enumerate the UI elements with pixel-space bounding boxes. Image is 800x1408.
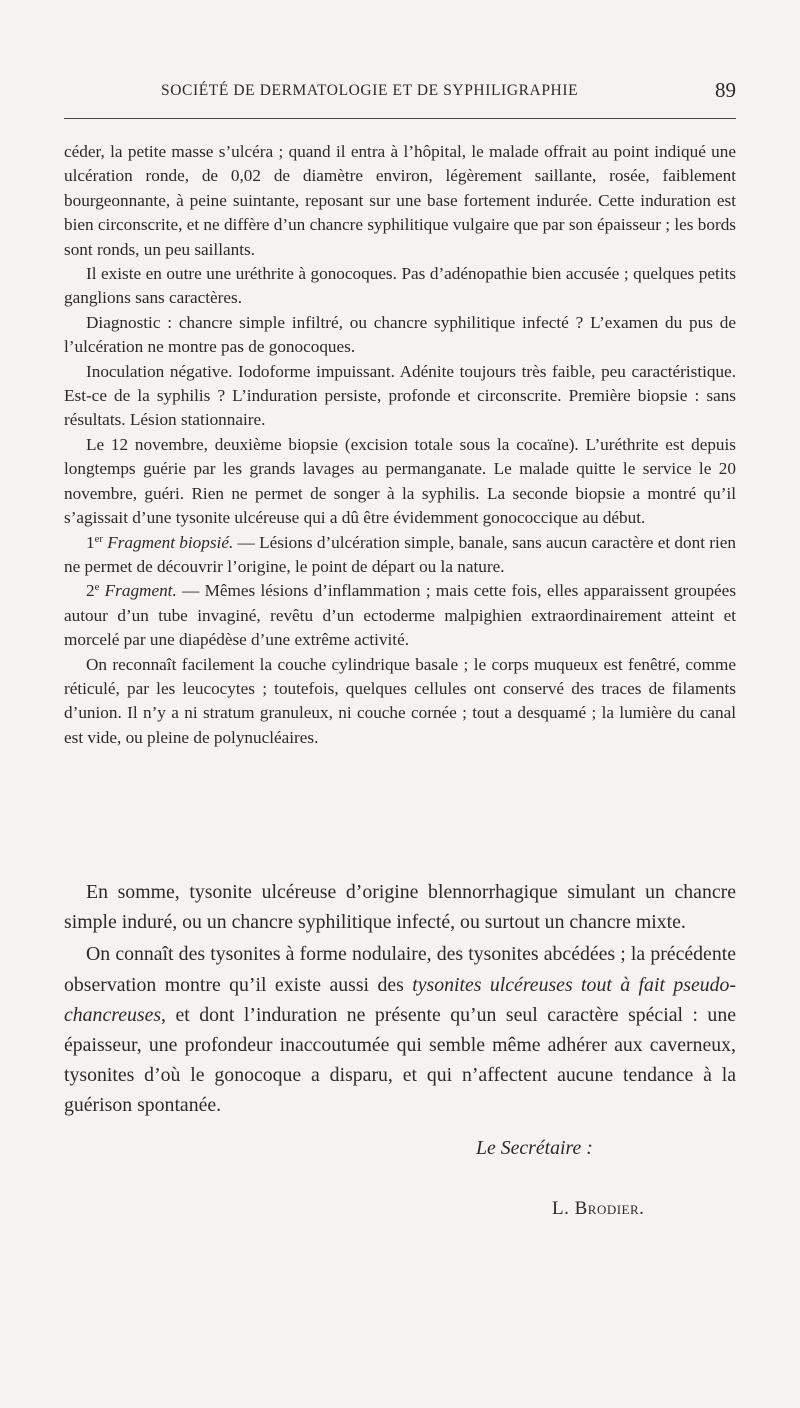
paragraph: Le 12 novembre, deuxième biopsie (excision totale sous la cocaïne). L’uréthrite est depuis longtemps guérie par les grands lavages au permanganate. Le malade quitte le service le 20 novembre, guéri. Rien ne permet de songer à la syphilis. La seconde biopsie a montré qu’il s’agissait d’une tysonite ulcéreuse qui a dû être évidemment gonococcique au début. — [64, 434, 736, 528]
fragment-heading: Fragment biopsié. — [107, 532, 234, 552]
page-header — [64, 78, 736, 106]
running-title: SOCIÉTÉ DE DERMATOLOGIE ET DE SYPHILIGRAPHIE — [161, 82, 579, 99]
paragraph: On reconnaît facilement la couche cylindrique basale ; le corps muqueux est fenêtré, comme réticulé, par les leucocytes ; toutefois, quelques cellules ont conservé des traces de filaments d’union. Il n’y a ni stratum granuleux, ni couche cornée ; tout a desquamé ; la lumière du canal est vide, ou pleine de polynucléaires. — [64, 654, 736, 747]
paragraph: En somme, tysonite ulcéreuse d’origine blennorrhagique simulant un chancre simple induré, ou un chancre syphilitique infecté, ou surtout un chancre mixte. — [64, 881, 736, 934]
signature-title: Le Secrétaire : — [476, 1137, 593, 1159]
page-number: 89 — [715, 78, 736, 102]
paragraph-text: On connaît des tysonites à forme nodulaire, des tysonites abcédées ; la précédente observation montre qu’il existe aussi des — [64, 943, 736, 996]
paragraph-second-fragment — [64, 579, 736, 652]
header-rule — [64, 118, 736, 119]
emphasis-text: tysonites ulcéreuses tout à fait pseudo-chancreuses — [64, 973, 736, 1026]
paragraph — [64, 939, 736, 1120]
ordinal-number: 1 — [86, 532, 95, 552]
paragraph-text: — Lésions d’ulcération simple, banale, sans aucun caractère et dont rien ne permet de découvrir l’origine, le point de départ ou la nature. — [64, 532, 737, 576]
signature-name: L. Brodier. — [552, 1198, 645, 1219]
paragraph-text: , et dont l’induration ne présente qu’un seul caractère spécial : une épaisseur, une profondeur inaccoutumée qui semble même adhérer aux caverneux, tysonites d’où le gonocoque a disparu, et qui n’affectent aucune tendance à la guérison spontanée. — [64, 1003, 736, 1117]
ordinal-number: 2 — [86, 581, 95, 601]
paragraph-first-fragment — [64, 531, 736, 580]
paragraph: céder, la petite masse s’ulcéra ; quand il entra à l’hôpital, le malade offrait au point indiqué une ulcération ronde, de 0,02 de diamètre environ, légèrement saillante, rosée, faiblement bourgeonnante, à peine suintante, reposant sur une base fortement indurée. Cette induration est bien circonscrite, et ne diffère d’un chancre syphilitique vulgaire que par son épaisseur ; les bords sont ronds, un peu saillants. — [64, 142, 736, 259]
fragment-heading: Fragment. — [104, 581, 177, 601]
paragraph: Diagnostic : chancre simple infiltré, ou chancre syphilitique infecté ? L’examen du pus de l’ulcération ne montre pas de gonocoques. — [64, 312, 736, 357]
ordinal-suffix: er — [94, 533, 103, 545]
conclusion-text — [64, 877, 736, 1121]
case-observation-text — [64, 140, 736, 750]
paragraph: Il existe en outre une uréthrite à gonocoques. Pas d’adénopathie bien accusée ; quelques petits ganglions sans caractères. — [64, 264, 736, 308]
paragraph-text: — Mêmes lésions d’inflammation ; mais cette fois, elles apparaissent groupées autour d’un tube invaginé, revêtu d’un ectoderme malpighien extraordinairement atteint et morcelé par une diapédèse d’une extrême activité. — [64, 581, 737, 650]
ordinal-suffix: e — [94, 582, 100, 594]
paragraph: Inoculation négative. Iodoforme impuissant. Adénite toujours très faible, peu caractéristique. Est-ce de la syphilis ? L’induration persiste, profonde et circonscrite. Première biopsie : sans résultats. Lésion stationnaire. — [64, 361, 736, 430]
